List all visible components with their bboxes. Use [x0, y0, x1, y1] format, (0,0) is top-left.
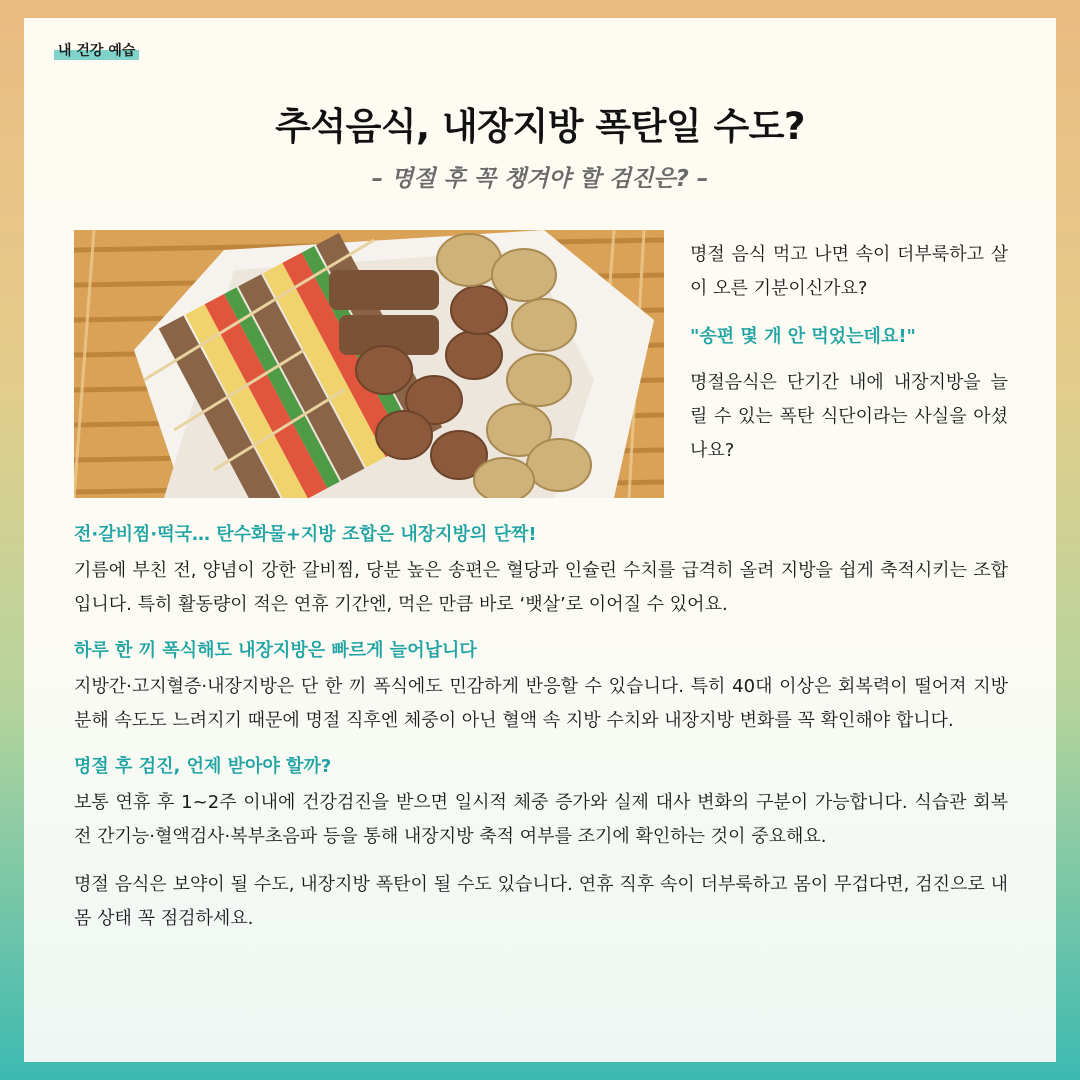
closing-paragraph: 명절 음식은 보약이 될 수도, 내장지방 폭탄이 될 수도 있습니다. 연휴 직후 속이 더부룩하고 몸이 무겁다면, 검진으로 내 몸 상태 꼭 점검하세요.	[74, 874, 1008, 929]
article-body	[74, 520, 1008, 950]
section-text-2: 지방간·고지혈증·내장지방은 단 한 끼 폭식에도 민감하게 반응할 수 있습니다. 특히 40대 이상은 회복력이 떨어져 지방 분해 속도도 느려지기 때문에 명절 직후엔 체중이 아닌 혈액 속 지방 수치와 내장지방 변화를 꼭 확인해야 합니다.	[74, 676, 1008, 731]
section-heading-2: 하루 한 끼 폭식해도 내장지방은 빠르게 늘어납니다	[74, 640, 477, 661]
section-text-1: 기름에 부친 전, 양념이 강한 갈비찜, 당분 높은 송편은 혈당과 인슐린 수치를 급격히 올려 지방을 쉽게 축적시키는 조합입니다. 특히 활동량이 적은 연휴 기간엔, 먹은 만큼 바로 ‘뱃살’로 이어질 수 있어요.	[74, 560, 1008, 615]
content-card	[24, 18, 1056, 1062]
category-tag: 내 건강 예습	[54, 42, 139, 60]
section-text-3: 보통 연휴 후 1~2주 이내에 건강검진을 받으면 일시적 체중 증가와 실제 대사 변화의 구분이 가능합니다. 식습관 회복 전 간기능·혈액검사·복부초음파 등을 통해 내장지방 축적 여부를 조기에 확인하는 것이 중요해요.	[74, 792, 1008, 847]
page-subtitle: – 명절 후 꼭 챙겨야 할 검진은? –	[371, 166, 709, 192]
food-photo	[74, 230, 664, 498]
food-photo-illustration	[74, 230, 664, 498]
intro-paragraph-1: 명절 음식 먹고 나면 속이 더부룩하고 살이 오른 기분이신가요?	[690, 244, 1008, 299]
page-title: 추석음식, 내장지방 폭탄일 수도?	[275, 105, 805, 148]
intro-quote: "송편 몇 개 안 먹었는데요!"	[690, 326, 916, 347]
intro-text	[690, 238, 1008, 482]
section-heading-3: 명절 후 검진, 언제 받아야 할까?	[74, 756, 332, 777]
intro-paragraph-2: 명절음식은 단기간 내에 내장지방을 늘릴 수 있는 폭탄 식단이라는 사실을 아셨나요?	[690, 372, 1008, 461]
section-heading-1: 전·갈비찜·떡국… 탄수화물+지방 조합은 내장지방의 단짝!	[74, 524, 537, 545]
